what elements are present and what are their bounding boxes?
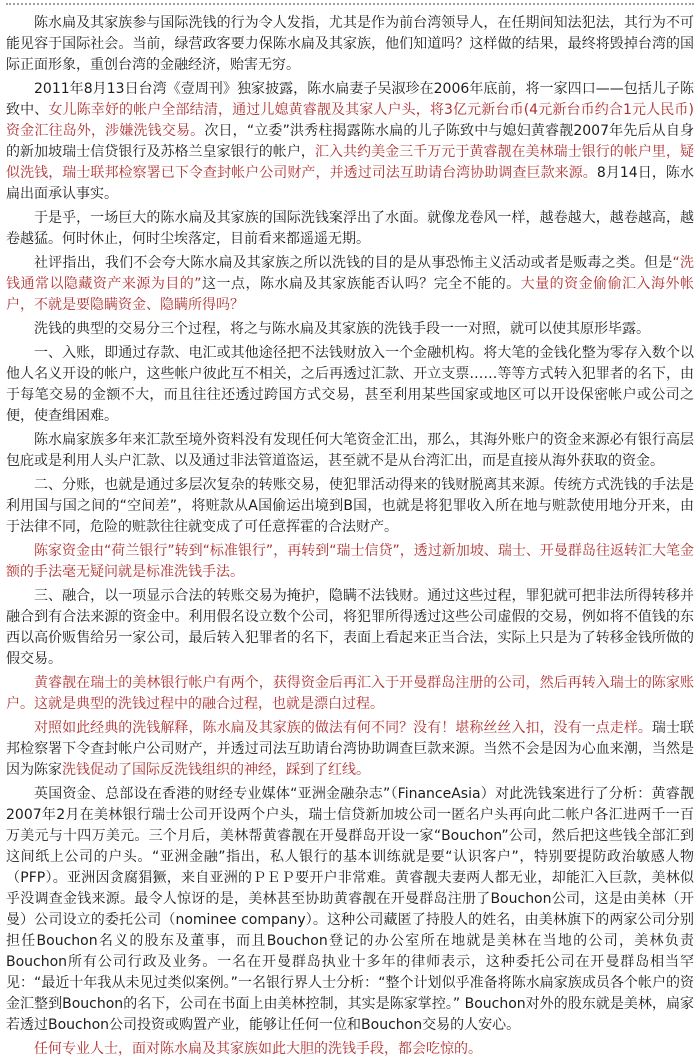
highlighted-text: “洗钱通常以隐藏资产来源为目的” [6, 255, 694, 292]
highlighted-text: 女儿陈幸妤的帐户全部结清，通过儿媳黄睿靓及其家人户头，将3亿元新台币(4元新台币约合1元人民币)资金汇往岛外，涉嫌洗钱交易。 [6, 102, 694, 139]
text-segment: 一、入账，即通过存款、电汇或其他途径把不法钱财放入一个金融机构。将大笔的金钱化整为零存入数个以他人名义开设的帐户，这些帐户彼此互不相关，之后再透过汇款、开立支票……等等方式转入犯罪者的名下，由于每笔交易的金额不大，而且往往还透过跨国方式交易，甚至利用某些国家或地区可以开设保密帐户或公司之便，使查缉困难。 [6, 345, 694, 424]
paragraph [6, 673, 694, 715]
highlighted-text: 大量的资金偷偷汇入海外帐户，不就是要隐瞒资金、隐瞒所得吗？ [6, 276, 694, 313]
paragraph [6, 343, 694, 427]
paragraph [6, 1039, 694, 1060]
text-segment: 瑞士联邦检察署下令查封帐户公司财产，并透过司法互助请台湾协助调查巨款来源。当然不会是因为心血来潮，当然是因为陈家 [6, 720, 695, 778]
highlighted-text: 黄睿靓在瑞士的美林银行帐户有两个，获得资金后再汇入于开曼群岛注册的公司，然后再转入瑞士的陈家账户。这就是典型的洗钱过程中的融合过程，也就是漂白过程。 [6, 675, 694, 712]
text-segment: 这一点，陈水扁及其家族能否认吗？完全不能的。 [201, 276, 521, 292]
paragraph [6, 13, 694, 76]
text-segment: 8月14日，陈水扁出面承认事实。 [6, 165, 694, 202]
paragraph [6, 79, 694, 205]
article-body [6, 13, 694, 1060]
paragraph [6, 253, 694, 316]
text-segment: 次日，“立委”洪秀柱揭露陈水扁的儿子陈致中与媳妇黄睿靓2007年先后从自身的新加坡瑞士信贷银行及苏格兰皇家银行的帐户， [6, 123, 694, 160]
highlighted-text: 汇入共约美金三千万元于黄睿靓在美林瑞士银行的帐户里，疑似洗钱，瑞士联邦检察署已下令查封帐户公司财产，并透过司法互助请台湾协助调查巨款来源。 [6, 144, 695, 181]
text-segment: 二、分账，也就是通过多层次复杂的转账交易，使犯罪活动得来的钱财脱离其来源。传统方式洗钱的手法是利用国与国之间的“空间差”，将赃款从A国偷运出境到B国，也就是将犯罪收入所在地与赃款使用地分开来，由于法律不同，危险的赃款往往就变成了可任意挥霍的合法财产。 [6, 477, 694, 535]
paragraph [6, 586, 694, 670]
highlighted-text: 任何专业人士，面对陈水扁及其家族如此大胆的洗钱手段，都会吃惊的。 [34, 1041, 482, 1057]
paragraph [6, 475, 694, 538]
text-segment: 陈水扁及其家族参与国际洗钱的行为令人发指，尤其是作为前台湾领导人，在任期间知法犯法，其行为不可能见容于国际社会。当前，绿营政客要力保陈水扁及其家族，他们知道吗？这样做的结果，最终将毁掉台湾的国际正面形象，重创台湾的金融经济，贻害无穷。 [6, 15, 694, 73]
highlighted-text: 对照如此经典的洗钱解释，陈水扁及其家族的做法有何不同？没有！堪称丝丝入扣，没有一点走样。 [34, 720, 652, 736]
paragraph [6, 208, 694, 250]
text-segment: 陈水扁家族多年来汇款至境外资料没有发现任何大笔资金汇出，那么，其海外账户的资金来源必有银行高层包庇或是利用人头户汇款、以及通过非法管道盗运，甚至就不是从台湾汇出，而是直接从海外获取的资金。 [6, 432, 694, 469]
paragraph [6, 718, 694, 781]
dotted-divider [6, 3, 694, 5]
text-segment: 英国资金、总部设在香港的财经专业媒体“亚洲金融杂志”（FinanceAsia）对此洗钱案进行了分析：黄睿靓2007年2月在美林银行瑞士公司开设两个户头，瑞士信贷新加坡公司一匿名户头再向此二帐户各汇进两千一百万美元与十四万美元。三个月后，美林帮黄睿靓在开曼群岛开设一家“Bouchon”公司，然后把这些钱全部汇到这间纸上公司的户头。“亚洲金融”指出，私人银行的基本训练就是要“认识客户”，特别要提防政治敏感人物（PFP）。亚洲因贪腐猖獗，来自亚洲的ＰＥＰ要开户非常难。黄睿靓夫妻两人都无业，却能汇入巨款，美林似乎没调查金钱来源。最令人惊讶的是，美林甚至协助黄睿靓在开曼群岛注册了Bouchon公司，这是由美林（开曼）公司设立的委托公司（nominee company）。这种公司藏匿了持股人的姓名，由美林旗下的两家公司分别担任Bouchon名义的股东及董事，而且Bouchon登记的办公室所在地就是美林在当地的公司，美林负责Bouchon所有公司行政及业务。一名在开曼群岛执业十多年的律师表示，这种委托公司在开曼群岛相当罕见：“最近十年我从未见过类似案例。”一名银行界人士分析：“整个计划似乎准备将陈水扁家族成员各个帐户的资金汇整到Bouchon的名下，公司在书面上由美林控制，其实是陈家掌控。” Bouchon对外的股东就是美林，扁家若透过Bouchon公司投资或购置产业，能够让任何一位和Bouchon交易的人安心。 [6, 786, 694, 1033]
text-segment: 于是乎，一场巨大的陈水扁及其家族的国际洗钱案浮出了水面。就像龙卷风一样，越卷越大，越卷越高，越卷越猛。何时休止，何时尘埃落定，目前看来都遥遥无期。 [6, 210, 694, 247]
paragraph [6, 784, 694, 1036]
paragraph [6, 541, 694, 583]
paragraph [6, 430, 694, 472]
paragraph [6, 319, 694, 340]
text-segment: 2011年8月13日台湾《壹周刊》独家披露，陈水扁妻子吴淑珍在2006年底前，将一家四口——包括儿子陈致中、 [6, 81, 694, 118]
text-segment: 洗钱的典型的交易分三个过程，将之与陈水扁及其家族的洗钱手段一一对照，就可以使其原形毕露。 [34, 321, 650, 337]
highlighted-text: 洗钱促动了国际反洗钱组织的神经，踩到了红线。 [62, 762, 370, 778]
text-segment: 三、融合，以一项显示合法的转账交易为掩护，隐瞒不法钱财。通过这些过程，罪犯就可把非法所得转移并融合到有合法来源的资金中。利用假名设立数个公司，将犯罪所得透过这些公司虚假的交易，例如将不值钱的东西以高价贩售给另一家公司，最后转入犯罪者的名下，表面上看起来正当合法，实际上只是为了转移金钱所做的假交易。 [6, 588, 694, 667]
text-segment: 社评指出，我们不会夸大陈水扁及其家族之所以洗钱的目的是从事恐怖主义活动或者是贩毒之类。但是 [34, 255, 673, 271]
highlighted-text: 陈家资金由“荷兰银行”转到“标准银行”，再转到“瑞士信贷”，透过新加坡、瑞士、开曼群岛往返转汇大笔金额的手法毫无疑问就是标准洗钱手法。 [6, 543, 694, 580]
